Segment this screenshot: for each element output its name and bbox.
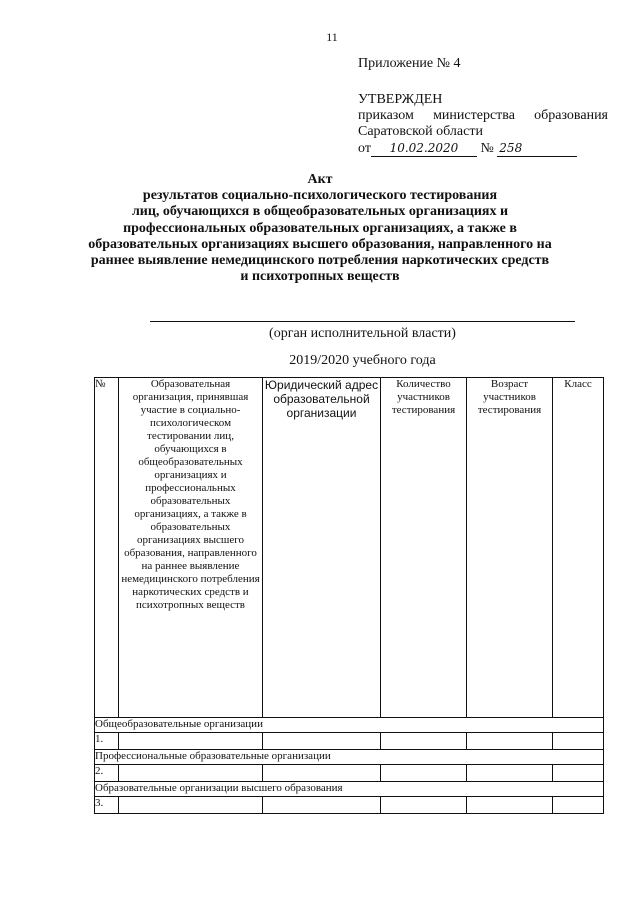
title-line-2: результатов социально-психологического тестирования — [142, 188, 498, 204]
cell-class[interactable] — [553, 765, 604, 782]
academic-year: 2019/2020 учебного года — [289, 353, 436, 368]
cell-organization[interactable] — [119, 733, 263, 750]
approval-line-2: Саратовской области — [358, 124, 483, 139]
title-line-1: Акт — [307, 172, 333, 187]
cell-class[interactable] — [553, 797, 604, 814]
cell-organization[interactable] — [119, 765, 263, 782]
row-number: 2. — [95, 765, 119, 782]
cell-participant-age[interactable] — [467, 733, 553, 750]
approval-date-row — [358, 140, 608, 157]
approval-block — [358, 92, 608, 157]
row-number: 1. — [95, 733, 119, 750]
title-line-7: и психотропных веществ — [240, 269, 400, 285]
approval-number: 258 — [497, 140, 577, 157]
approval-line-1: приказом министерства образования — [358, 108, 608, 123]
section-professional-education: Профессиональные образовательные организации — [95, 750, 604, 765]
section-higher-education: Образовательные организации высшего образования — [95, 782, 604, 797]
cell-address[interactable] — [263, 733, 381, 750]
document-title — [60, 172, 580, 285]
table-header-row — [95, 378, 604, 718]
cell-organization[interactable] — [119, 797, 263, 814]
table-section-row — [95, 718, 604, 733]
row-number: 3. — [95, 797, 119, 814]
header-address: Юридический адрес образовательной организации — [263, 378, 381, 718]
page-number: 11 — [326, 30, 338, 44]
approval-date: 10.02.2020 — [371, 140, 477, 157]
approval-from-label: от — [358, 141, 371, 156]
title-line-4: профессиональных образовательных организациях, а также в — [123, 220, 517, 236]
cell-participant-count[interactable] — [381, 797, 467, 814]
title-line-5: образовательных организациях высшего образования, направленного на — [88, 236, 552, 252]
cell-class[interactable] — [553, 733, 604, 750]
cell-address[interactable] — [263, 765, 381, 782]
header-participant-count: Количество участников тестирования — [381, 378, 467, 718]
table-row — [95, 797, 604, 814]
cell-participant-age[interactable] — [467, 765, 553, 782]
table-row — [95, 765, 604, 782]
results-table — [94, 377, 604, 814]
header-participant-age: Возраст участников тестирования — [467, 378, 553, 718]
org-caption: (орган исполнительной власти) — [269, 326, 456, 341]
table-section-row — [95, 782, 604, 797]
table-row — [95, 733, 604, 750]
appendix-label: Приложение № 4 — [358, 56, 461, 71]
approved-label: УТВЕРЖДЕН — [358, 92, 443, 107]
title-line-6: раннее выявление немедицинского потребления наркотических средств — [90, 253, 550, 269]
cell-address[interactable] — [263, 797, 381, 814]
title-line-3: лиц, обучающихся в общеобразовательных организациях и — [131, 204, 509, 220]
header-organization: Образовательная организация, принявшая участие в социально-психологическом тестировании лиц, обучающихся в общеобразовательных организациях и профессиональных образовательных организациях, а также в образовательных организациях высшего образования, направленного на раннее выявление немедицинского потребления наркотических средств и психотропных веществ — [119, 378, 263, 718]
org-fill-line — [150, 321, 575, 322]
cell-participant-age[interactable] — [467, 797, 553, 814]
header-num: № — [95, 378, 119, 718]
approval-number-sign: № — [480, 141, 494, 156]
cell-participant-count[interactable] — [381, 733, 467, 750]
section-general-education: Общеобразовательные организации — [95, 718, 604, 733]
header-class: Класс — [553, 378, 604, 718]
cell-participant-count[interactable] — [381, 765, 467, 782]
table-section-row — [95, 750, 604, 765]
